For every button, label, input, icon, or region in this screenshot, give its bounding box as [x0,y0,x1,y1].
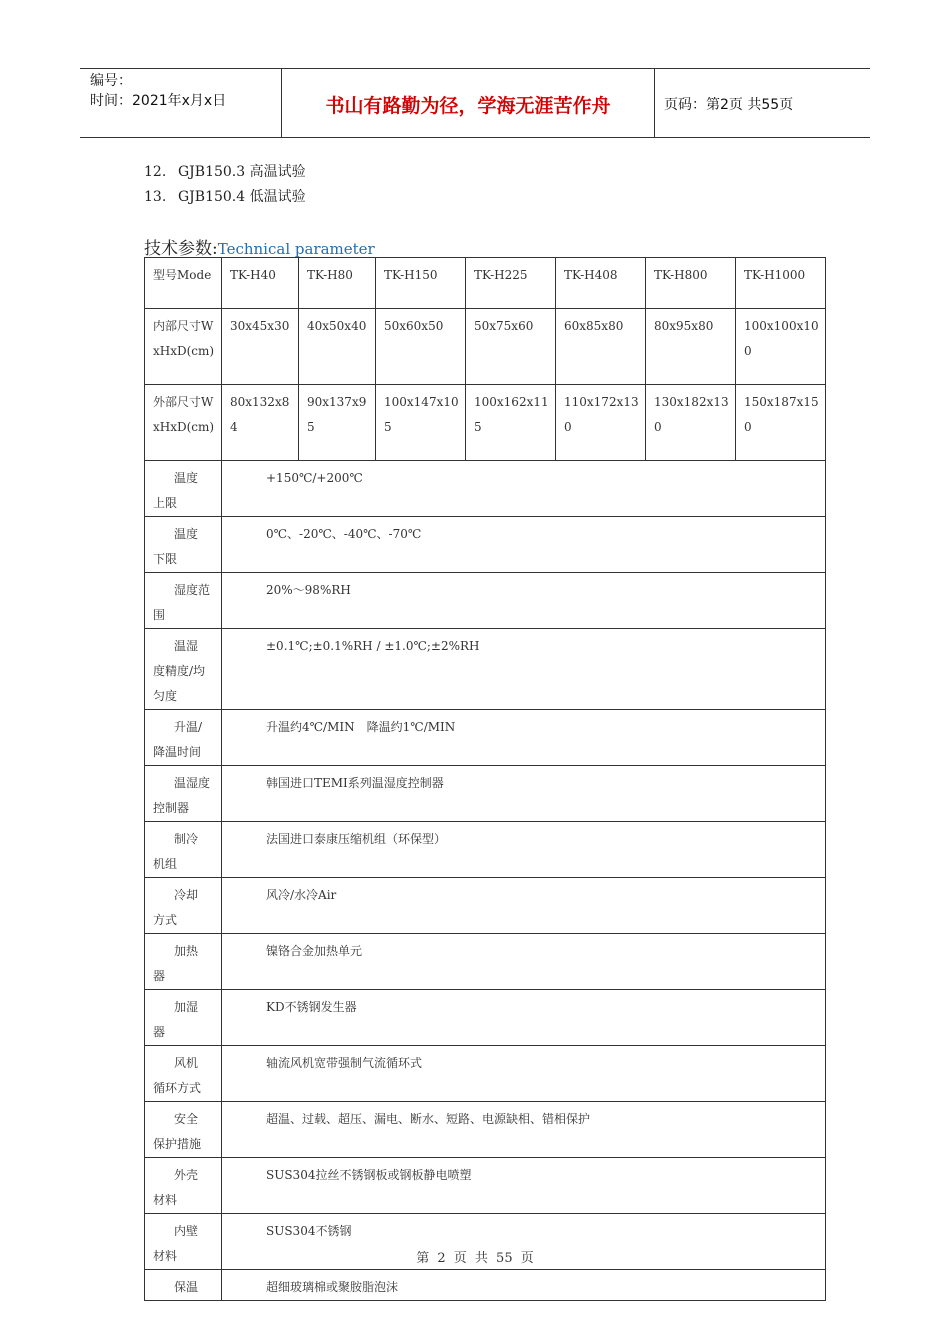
spec-label: 安全 保护措施 [145,1102,222,1158]
table-row [145,517,826,573]
outer-size-cell: 100x162x115 [466,385,556,461]
serial-label: 编号： [90,73,132,89]
spec-value: 0℃、-20℃、-40℃、-70℃ [222,517,826,573]
spec-label: 温湿度 控制器 [145,766,222,822]
model-cell: TK-H40 [222,258,299,309]
spec-value: 超细玻璃棉或聚胺脂泡沫 [222,1270,826,1301]
header-page-info: 页码：第2页 共55页 [664,97,794,113]
table-row [145,1046,826,1102]
row-label: 型号Mode [145,258,222,309]
row-label: 内部尺寸WxHxD(cm) [145,309,222,385]
spec-label: 温度 下限 [145,517,222,573]
spec-value: 风冷/水冷Air [222,878,826,934]
spec-table [144,257,826,1301]
inner-size-cell: 60x85x80 [556,309,646,385]
spec-value: KD不锈钢发生器 [222,990,826,1046]
spec-label: 保温 [145,1270,222,1301]
inner-size-cell: 80x95x80 [646,309,736,385]
row-label: 外部尺寸WxHxD(cm) [145,385,222,461]
table-row [145,309,826,385]
spec-value: 法国进口泰康压缩机组（环保型） [222,822,826,878]
spec-label: 风机 循环方式 [145,1046,222,1102]
spec-label: 制冷 机组 [145,822,222,878]
outer-size-cell: 100x147x105 [376,385,466,461]
list-item [144,186,306,206]
list-item [144,161,306,181]
list-text: GJB150.4 低温试验 [178,189,306,205]
inner-size-cell: 50x60x50 [376,309,466,385]
model-cell: TK-H800 [646,258,736,309]
list-text: GJB150.3 高温试验 [178,164,306,180]
model-cell: TK-H150 [376,258,466,309]
table-row [145,461,826,517]
table-row [145,573,826,629]
table-row [145,990,826,1046]
spec-label: 加湿 器 [145,990,222,1046]
inner-size-cell: 30x45x30 [222,309,299,385]
table-row [145,258,826,309]
page-footer: 第 2 页 共 55 页 [416,1251,534,1266]
spec-value: +150℃/+200℃ [222,461,826,517]
model-cell: TK-H80 [299,258,376,309]
spec-label: 加热 器 [145,934,222,990]
page-header [80,68,870,138]
section-title [144,234,375,259]
table-row [145,822,826,878]
spec-label: 温度 上限 [145,461,222,517]
header-motto: 书山有路勤为径，学海无涯苦作舟 [325,95,611,117]
outer-size-cell: 80x132x84 [222,385,299,461]
spec-label: 内壁 材料 [145,1214,222,1270]
spec-value: SUS304拉丝不锈钢板或钢板静电喷塑 [222,1158,826,1214]
spec-value: 超温、过载、超压、漏电、断水、短路、电源缺相、错相保护 [222,1102,826,1158]
spec-label: 外壳 材料 [145,1158,222,1214]
spec-value: SUS304不锈钢 [222,1214,826,1270]
table-row [145,766,826,822]
header-meta [90,71,226,111]
table-row [145,385,826,461]
spec-value: 升温约4℃/MIN 降温约1℃/MIN [222,710,826,766]
table-row [145,1158,826,1214]
spec-label: 冷却 方式 [145,878,222,934]
table-row [145,629,826,710]
inner-size-cell: 40x50x40 [299,309,376,385]
outer-size-cell: 90x137x95 [299,385,376,461]
spec-value: ±0.1℃;±0.1%RH / ±1.0℃;±2%RH [222,629,826,710]
spec-label: 升温/ 降温时间 [145,710,222,766]
outer-size-cell: 150x187x150 [736,385,826,461]
header-divider [654,69,655,137]
section-title-cn: 技术参数: [144,239,218,259]
spec-value: 轴流风机宽带强制气流循环式 [222,1046,826,1102]
spec-value: 20%～98%RH [222,573,826,629]
model-cell: TK-H225 [466,258,556,309]
outer-size-cell: 110x172x130 [556,385,646,461]
time-label: 时间：2021年x月x日 [90,93,227,109]
inner-size-cell: 50x75x60 [466,309,556,385]
table-row [145,1102,826,1158]
model-cell: TK-H408 [556,258,646,309]
model-cell: TK-H1000 [736,258,826,309]
list-number: 12. [144,164,167,180]
spec-label: 温湿 度精度/均匀度 [145,629,222,710]
table-row [145,878,826,934]
spec-value: 镍铬合金加热单元 [222,934,826,990]
inner-size-cell: 100x100x100 [736,309,826,385]
spec-value: 韩国进口TEMI系列温湿度控制器 [222,766,826,822]
section-title-en: Technical parameter [217,240,375,258]
spec-label: 湿度范 围 [145,573,222,629]
table-row [145,1270,826,1301]
table-row [145,934,826,990]
table-row [145,710,826,766]
outer-size-cell: 130x182x130 [646,385,736,461]
list-number: 13. [144,189,167,205]
